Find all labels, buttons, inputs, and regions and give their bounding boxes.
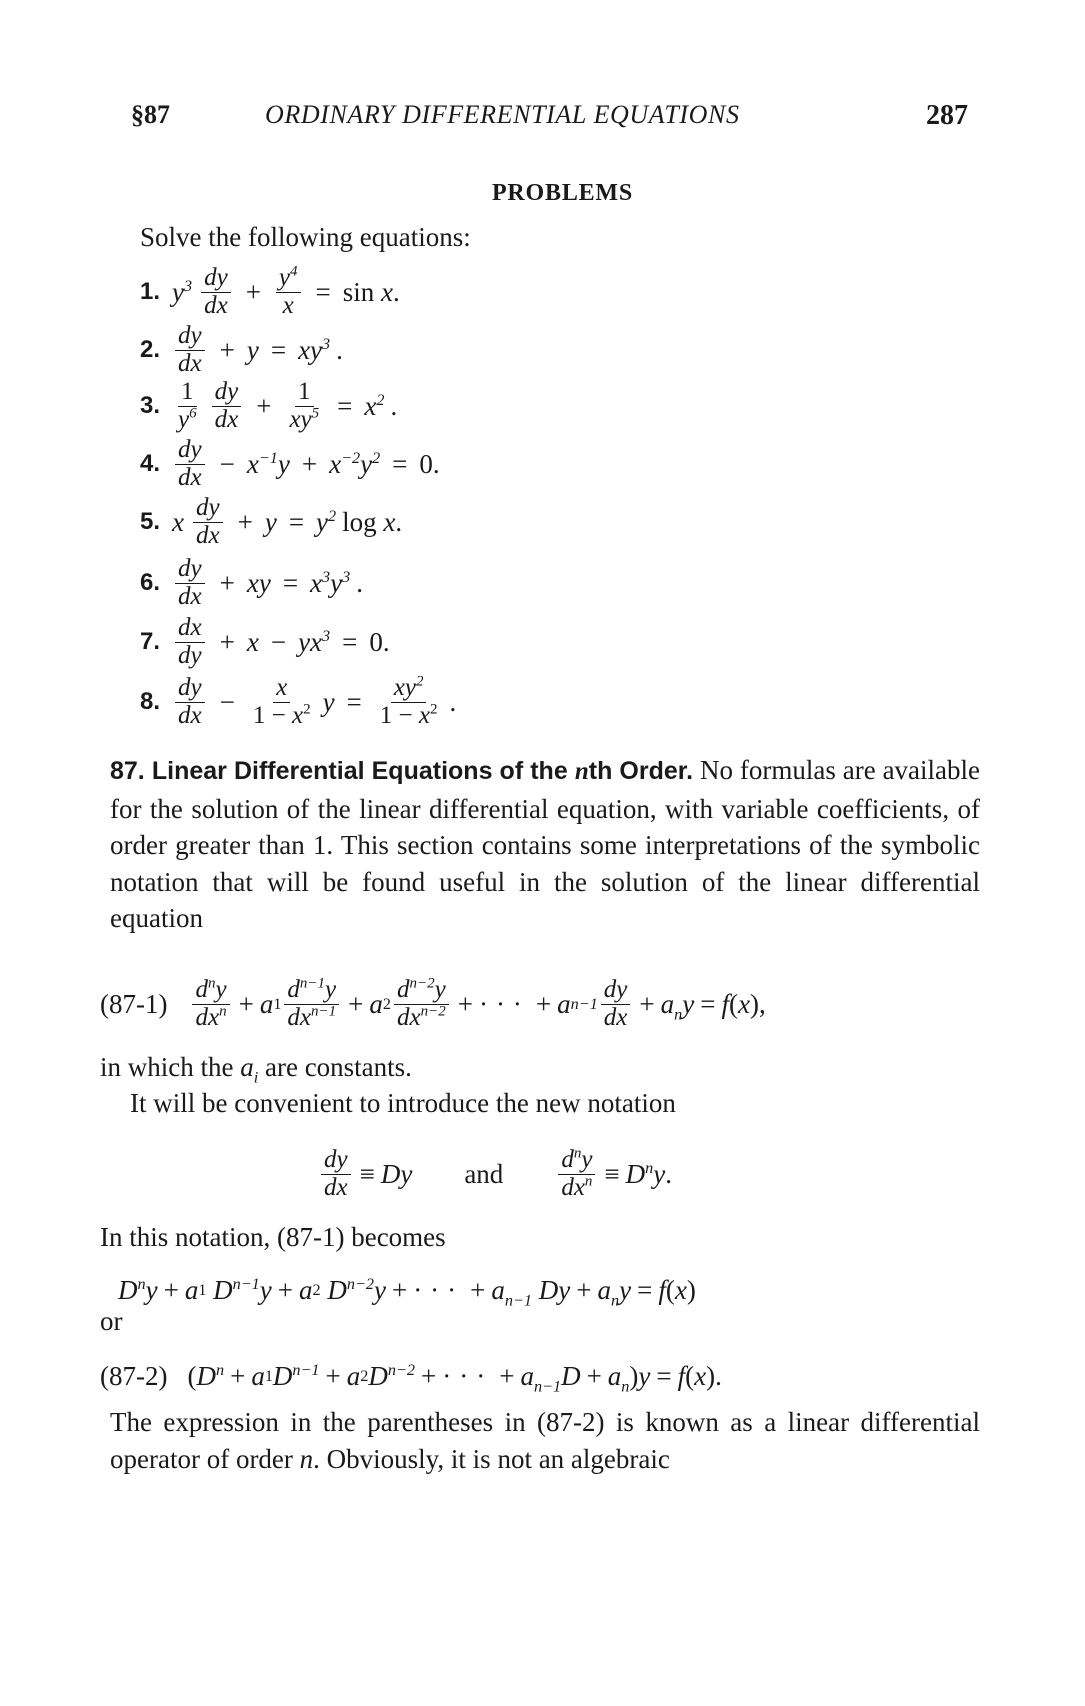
section-heading: 87. Linear Differential Equations of the nth Order. (110, 757, 694, 785)
equation: $\frac{1}{y^6}$ $\frac{dy}{dx}$ + $\frac{1}{xy^5}$ = $x^2$ . (178, 378, 398, 433)
problem-number: 6. (140, 569, 161, 596)
equation: $\frac{dy}{dx}$ + y = $xy^3$ . (172, 323, 343, 377)
problem-number: 3. (140, 392, 161, 419)
and-word: and (464, 1158, 504, 1189)
problem-number: 7. (140, 628, 161, 655)
or-word: or (100, 1306, 123, 1336)
notation-transition: In this notation, (87-1) becomes (100, 1222, 446, 1252)
equation-87-2: (87-2) ($D^n$ + a 1 $D^{n-1}$ + a 2 $D^{n-2}$ + ··· + $a_{n-1}D$ + $a_n$ ) y = f ( x ). (100, 1360, 722, 1395)
section-marker: §87 (131, 100, 170, 129)
equation: $\frac{dx}{dy}$ + x − $yx^3$ = 0. (172, 615, 390, 669)
equation-87-1: (87-1) $\frac{d^ny}{dx^n}$ + a 1 $\frac{d^{n-1}y}{dx^{n-1}}$ + a 2 $\frac{d^{n-2}y}{dx^{n-2}}$ + ··· + a n−1 $\frac{dy}{dx}$ + $a_ny$ = f ( x ), (100, 975, 766, 1031)
problem-number: 1. (140, 278, 161, 305)
problem-1 (140, 262, 400, 322)
problem-2 (140, 320, 343, 380)
page-number: 287 (926, 100, 968, 131)
section-87-paragraph (110, 752, 980, 937)
problem-5 (140, 492, 402, 552)
equation-label: (87-2) (100, 1360, 168, 1391)
operator-equation: $D^ny$ + a 1 $D^{n-1}y$ + a 2 $D^{n-2}y$ + ··· + $a_{n-1}$ Dy + $a_ny$ = f ( x ) (118, 1274, 696, 1309)
problem-7 (140, 612, 390, 672)
equation: $\frac{dy}{dx}$ − $\frac{x}{1 - x^2}$ y = $\frac{xy^2}{1 - x^2}$ . (172, 675, 456, 729)
constants-note: in which the $a_i$ are constants. (100, 1052, 412, 1087)
problems-heading: PROBLEMS (491, 180, 634, 206)
equation: $\frac{dy}{dx}$ − $x^{-1}y$ + $x^{-2}y^2$ = 0. (172, 437, 440, 491)
problem-3 (140, 376, 397, 436)
problem-number: 4. (140, 450, 161, 477)
notation-intro: It will be convenient to introduce the new notation (130, 1088, 676, 1118)
problem-number: 8. (140, 688, 161, 715)
running-title: ORDINARY DIFFERENTIAL EQUATIONS (265, 100, 740, 129)
problem-number: 2. (140, 336, 161, 363)
equation-label: (87-1) (100, 988, 168, 1019)
problem-4 (140, 434, 440, 494)
notation-equation: $\frac{dy}{dx}$ ≡ Dy and $\frac{d^ny}{dx^n}$ ≡ $D^ny$ . (318, 1140, 672, 1208)
problem-8 (140, 672, 456, 732)
equation: x $\frac{dy}{dx}$ + y = $y^2$ log x. (172, 494, 403, 549)
problem-number: 5. (140, 508, 161, 535)
equation: $y^3$ $\frac{dy}{dx}$ + $\frac{y^4}{x}$ = sin x. (172, 263, 400, 319)
paragraph-text: No formulas are available for the solution of the linear differential equation, with variable coefficients, of order greater than 1. This section contains some interpretations of the symbolic notation that will be found useful in the solution of the linear differential equation (110, 755, 981, 933)
problem-6 (140, 553, 363, 613)
equation: $\frac{dy}{dx}$ + xy = $x^3y^3$ . (172, 556, 363, 610)
operator-paragraph: The expression in the parentheses in (87-2) is known as a linear differential operator of order n. Obviously, it is not an algebraic (110, 1407, 980, 1474)
problems-intro: Solve the following equations: (140, 222, 471, 252)
